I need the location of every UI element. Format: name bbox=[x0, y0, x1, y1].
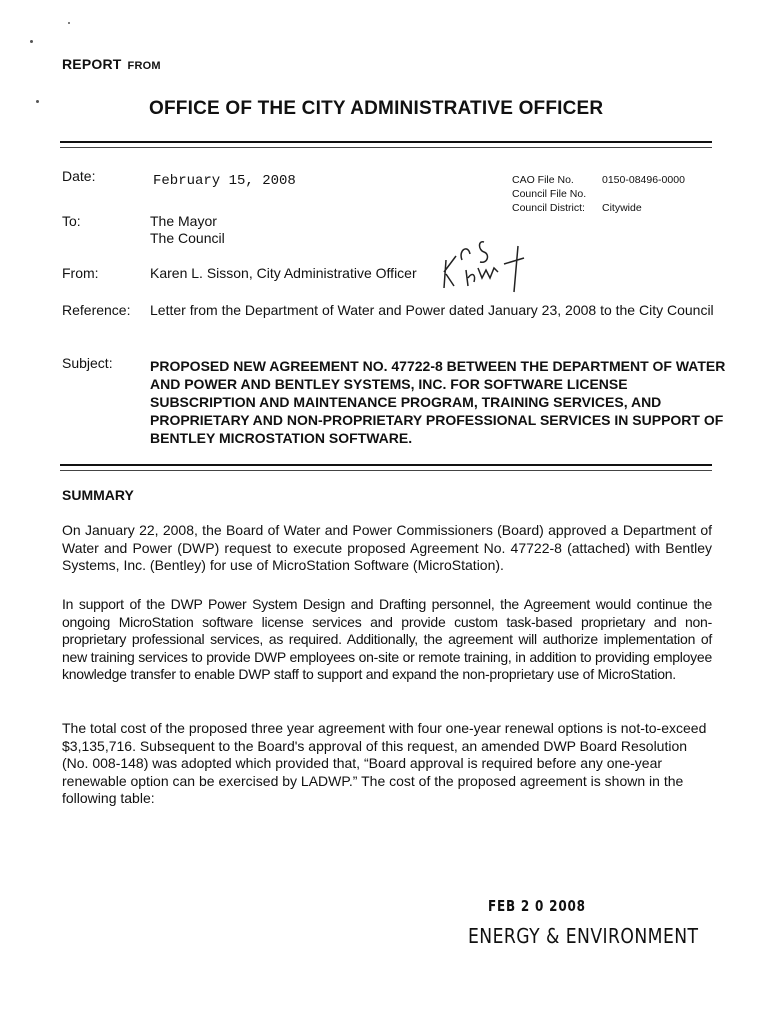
report-label: REPORT bbox=[62, 56, 122, 72]
summary-heading: SUMMARY bbox=[62, 487, 134, 503]
received-stamp-date: FEB 2 0 2008 bbox=[488, 897, 586, 915]
date-label: Date: bbox=[62, 168, 96, 184]
summary-paragraph-1: On January 22, 2008, the Board of Water and Power Commissioners (Board) approved a Department of Water and Power (DWP) request to execute proposed Agreement No. 47722-8 (attached) with Bentley Systems, Inc. (Bentley) for use of MicroStation Software (MicroStation). bbox=[62, 522, 712, 574]
office-title: OFFICE OF THE CITY ADMINISTRATIVE OFFICER bbox=[149, 98, 604, 119]
scan-speck bbox=[30, 40, 33, 43]
subject-label: Subject: bbox=[62, 355, 113, 371]
scan-speck bbox=[68, 22, 70, 24]
to-recipients bbox=[150, 213, 225, 247]
from-label: FROM bbox=[127, 60, 161, 72]
summary-paragraph-2: In support of the DWP Power System Design and Drafting personnel, the Agreement would continue the ongoing MicroStation software license services and provide custom task-based proprietary and non-proprietary professional services, as required. Additionally, the agreement will authorize implementation of new training services to provide DWP employees on-site or remote training, in addition to providing employee knowledge transfer to enable DWP staff to support and expand the non-proprietary use of MicroStation. bbox=[62, 596, 712, 683]
from-value: Karen L. Sisson, City Administrative Officer bbox=[150, 265, 417, 281]
summary-paragraph-3: The total cost of the proposed three year agreement with four one-year renewal options is not-to-exceed $3,135,716. Subsequent to the Board's approval of this request, an amended DWP Board Resolution (No. 008-148) was adopted which provided that, “Board approval is required before any one-year renewable option can be exercised by LADWP.” The cost of the proposed agreement is shown in the following table: bbox=[62, 720, 707, 807]
council-file-label: Council File No. bbox=[512, 188, 587, 200]
cao-file-value: 0150-08496-0000 bbox=[602, 174, 685, 186]
to-label: To: bbox=[62, 213, 81, 229]
received-stamp-department: ENERGY & ENVIRONMENT bbox=[468, 924, 699, 948]
date-value: February 15, 2008 bbox=[153, 173, 296, 189]
to-line-council: The Council bbox=[150, 230, 225, 246]
council-district-value: Citywide bbox=[602, 202, 642, 214]
file-info-block bbox=[512, 173, 685, 215]
handwritten-initials-signature bbox=[440, 238, 535, 293]
report-from-line bbox=[62, 56, 161, 72]
reference-value: Letter from the Department of Water and Power dated January 23, 2008 to the City Council bbox=[150, 302, 714, 318]
council-district-label: Council District: bbox=[512, 202, 585, 214]
to-line-mayor: The Mayor bbox=[150, 213, 217, 229]
cao-file-label: CAO File No. bbox=[512, 174, 574, 186]
subject-divider bbox=[60, 464, 712, 471]
subject-value: PROPOSED NEW AGREEMENT NO. 47722-8 BETWEEN THE DEPARTMENT OF WATER AND POWER AND BENTLEY SYSTEMS, INC. FOR SOFTWARE LICENSE SUBSCRIPTION AND MAINTENANCE PROGRAM, TRAINING SERVICES, AND PROPRIETARY AND NON-PROPRIETARY PROFESSIONAL SERVICES IN SUPPORT OF BENTLEY MICROSTATION SOFTWARE. bbox=[150, 358, 726, 446]
reference-label: Reference: bbox=[62, 302, 131, 318]
from-label-memo: From: bbox=[62, 265, 99, 281]
header-divider bbox=[60, 141, 712, 148]
scan-speck bbox=[36, 100, 39, 103]
